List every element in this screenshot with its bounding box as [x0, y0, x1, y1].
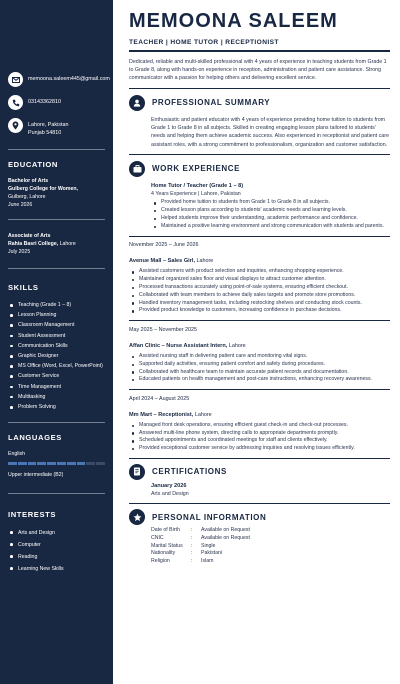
education-school: Rahia Basri College,	[8, 241, 59, 247]
interest-item: Learning New Skills	[8, 563, 105, 575]
divider	[129, 50, 390, 52]
skills-heading: SKILLS	[8, 283, 39, 292]
list-item: Assisted nursing staff in delivering patient care and monitoring vital signs.	[129, 353, 390, 361]
language-bar-segment	[86, 462, 95, 465]
divider	[129, 236, 390, 237]
job-points	[151, 199, 390, 230]
skill-item: Graphic Designer	[8, 351, 105, 361]
briefcase-icon	[129, 161, 145, 177]
divider	[129, 389, 390, 390]
job-date: April 2024 – August 2025	[129, 395, 190, 402]
job-tutor	[129, 182, 390, 231]
email-icon	[8, 72, 23, 87]
divider	[8, 493, 105, 494]
list-item: Educated patients on health management and post-care instructions, enhancing recovery awareness.	[129, 376, 390, 384]
personal-key: Date of Birth	[151, 527, 180, 534]
address-line2: Punjab 54810	[28, 130, 62, 136]
skill-item: Time Management	[8, 382, 105, 392]
education-date: July 2025	[8, 249, 31, 255]
contact-address	[8, 118, 105, 137]
personal-row	[151, 558, 390, 566]
list-item: Collaborated with healthcare team to maintain accurate patient records and documentation.	[129, 369, 390, 377]
personal-value: Available on Request	[201, 527, 250, 534]
job-title: Home Tutor / Teacher (Grade 1 – 8)	[151, 182, 244, 189]
divider	[129, 88, 390, 89]
job-location: Lahore	[195, 258, 214, 265]
job-nurse	[129, 326, 390, 384]
list-item: Processed transactions accurately using point-of-sale systems, ensuring efficient checkout.	[129, 284, 390, 292]
job-points	[129, 422, 390, 453]
personal-key: Religion	[151, 558, 170, 565]
divider	[129, 503, 390, 504]
personal-header	[129, 509, 390, 525]
languages-heading: LANGUAGES	[8, 433, 62, 443]
personal-key: Nationality	[151, 550, 176, 557]
education-degree: Bachelor of Arts	[8, 178, 49, 184]
job-receptionist	[129, 395, 390, 453]
list-item: Helped students improve their understanding, academic performance and confidence.	[151, 215, 390, 223]
skill-item: MS Office (Word, Excel, PowerPoint)	[8, 361, 105, 371]
skill-item: Communication Skills	[8, 341, 105, 351]
personal-value: Islam	[201, 558, 214, 565]
skill-item: Student Assessment	[8, 331, 105, 341]
skill-item: Multitasking	[8, 392, 105, 402]
sidebar	[0, 0, 113, 684]
phone-text: 03143362810	[28, 99, 61, 105]
skill-item: Customer Service	[8, 371, 105, 381]
personal-row	[151, 543, 390, 551]
language-bar-segment	[47, 462, 56, 465]
personal-info-table	[129, 527, 390, 566]
language-bar-segment	[77, 462, 86, 465]
personal-colon: :	[191, 542, 193, 549]
job-company: Mm Mart – Receptionist,	[129, 411, 194, 418]
person-icon	[129, 95, 145, 111]
certifications-title: CERTIFICATIONS	[152, 467, 227, 477]
list-item: Managed front desk operations, ensuring efficient guest check-in and check-out processes.	[129, 422, 390, 430]
job-sales	[129, 241, 390, 315]
personal-row	[151, 550, 390, 558]
job-points	[129, 353, 390, 384]
divider	[8, 149, 105, 150]
skill-item: Classroom Management	[8, 320, 105, 330]
language-bar-segment	[18, 462, 27, 465]
personal-value: Single	[201, 542, 216, 549]
personal-colon: :	[191, 527, 193, 534]
job-company: Affan Clinic – Nurse Assistant Intern,	[129, 342, 228, 349]
certification-date: January 2026	[151, 482, 187, 489]
language-bar-segment	[57, 462, 66, 465]
education-degree: Associate of Arts	[8, 233, 51, 239]
list-item: Maintained a positive learning environment and strong communication with students and parents.	[151, 223, 390, 231]
language-name: English	[8, 451, 26, 458]
divider	[8, 268, 105, 269]
divider	[129, 458, 390, 459]
list-item: Maintained organized sales floor and visual displays to attract customer attention.	[129, 276, 390, 284]
language-bar-segment	[37, 462, 46, 465]
certification-name: Arts and Design	[151, 490, 189, 497]
job-location: Lahore	[227, 342, 246, 349]
job-location: Lahore	[193, 411, 212, 418]
list-item: Scheduled appointments and coordinated meetings for staff and clients effectively.	[129, 437, 390, 445]
skill-item: Teaching (Grade 1 – 8)	[8, 300, 105, 310]
language-bar-segment	[28, 462, 37, 465]
certificate-icon	[129, 464, 145, 480]
interests-heading: INTERESTS	[8, 510, 57, 520]
divider	[129, 320, 390, 321]
personal-row	[151, 527, 390, 535]
personal-row	[151, 535, 390, 543]
job-meta: 4 Years Experience | Lahore, Pakistan	[151, 190, 241, 197]
list-item: Created lesson plans according to students' academic needs and learning levels.	[151, 207, 390, 215]
personal-key: Marital Status	[151, 542, 183, 549]
interest-item: Arts and Design	[8, 527, 105, 539]
list-item: Supported daily activities, ensuring patient comfort and safety during procedures.	[129, 361, 390, 369]
star-icon	[129, 509, 145, 525]
skill-item: Problem Solving	[8, 402, 105, 412]
job-date: May 2025 – November 2025	[129, 326, 198, 333]
divider	[129, 154, 390, 155]
list-item: Handled inventory management tasks, including restocking shelves and conducting stock counts.	[129, 300, 390, 308]
education-school: Gulberg College for Women,	[8, 186, 78, 192]
personal-title: PERSONAL INFORMATION	[152, 512, 267, 522]
summary-title: PROFESSIONAL SUMMARY	[152, 98, 271, 108]
candidate-name: MEMOONA SALEEM	[129, 10, 338, 32]
skill-item: Lesson Planning	[8, 310, 105, 320]
location-icon	[8, 118, 23, 133]
main-content	[113, 0, 400, 684]
education-location: Gulberg, Lahore	[8, 194, 46, 200]
personal-value: Pakistani	[201, 550, 223, 557]
personal-value: Available on Request	[201, 534, 250, 541]
job-points	[129, 268, 390, 315]
contact-email[interactable]	[8, 72, 110, 87]
phone-icon	[8, 95, 23, 110]
experience-title: WORK EXPERIENCE	[152, 164, 241, 174]
language-level: Upper intermediate (B2)	[8, 472, 64, 479]
contact-phone[interactable]	[8, 95, 105, 110]
certifications-header	[129, 464, 390, 480]
interest-item: Computer	[8, 539, 105, 551]
personal-colon: :	[191, 550, 193, 557]
education-location: Lahore	[59, 241, 76, 247]
address-line1: Lahore, Pakistan	[28, 122, 69, 128]
interest-item: Reading	[8, 551, 105, 563]
education-date: June 2026	[8, 202, 33, 208]
summary-text: Enthusiastic and patient educator with 4 years of experience providing home tuition to students from Grade 1 to Grade 8 in all subjects. Skilled in creating engaging lesson plans tailored to students' needs and helping them achieve academic success. Also experienced in receptionist and patient care assistant roles, with a strong commitment to professionalism, organization and customer satisfaction.	[151, 116, 389, 148]
headline: TEACHER | HOME TUTOR | RECEPTIONIST	[129, 39, 279, 46]
certification-entry	[129, 482, 390, 498]
intro-text: Dedicated, reliable and multi-skilled professional with 4 years of experience in teaching students from Grade 1 to Grade 8, along with hands-on experience in reception, administration and patient care assistance. Strong communicator with a passion for helping others and delivering excellent service.	[129, 58, 387, 82]
language-bar-segment	[96, 462, 105, 465]
divider	[8, 422, 105, 423]
education-entry	[8, 232, 105, 256]
skills-list	[8, 300, 105, 412]
list-item: Provided exceptional customer service by addressing inquiries and resolving issues efficiently.	[129, 445, 390, 453]
divider	[8, 219, 105, 220]
language-level-bar	[8, 462, 105, 465]
experience-header	[129, 161, 390, 177]
interests-list	[8, 527, 105, 575]
language-bar-segment	[8, 462, 17, 465]
photo-area	[8, 0, 105, 72]
job-date: November 2025 – June 2026	[129, 242, 199, 249]
personal-key: CNIC	[151, 534, 164, 541]
list-item: Collaborated with team members to achieve daily sales targets and promote store promotions.	[129, 292, 390, 300]
personal-colon: :	[191, 558, 193, 565]
education-entry	[8, 177, 105, 209]
language-bar-segment	[67, 462, 76, 465]
personal-colon: :	[191, 534, 193, 541]
list-item: Answered multi-line phone system, directing calls to appropriate departments promptly.	[129, 430, 390, 438]
email-text: memoona.saleem445@gmail.com	[28, 76, 110, 82]
list-item: Provided home tuition to students from Grade 1 to Grade 8 in all subjects.	[151, 199, 390, 207]
job-company: Avenue Mall – Sales Girl,	[129, 258, 196, 265]
list-item: Assisted customers with product selection and inquiries, enhancing shopping experience.	[129, 268, 390, 276]
education-heading: EDUCATION	[8, 160, 58, 169]
summary-header	[129, 95, 390, 111]
list-item: Provided product knowledge to customers, increasing confidence in purchase decisions.	[129, 307, 390, 315]
